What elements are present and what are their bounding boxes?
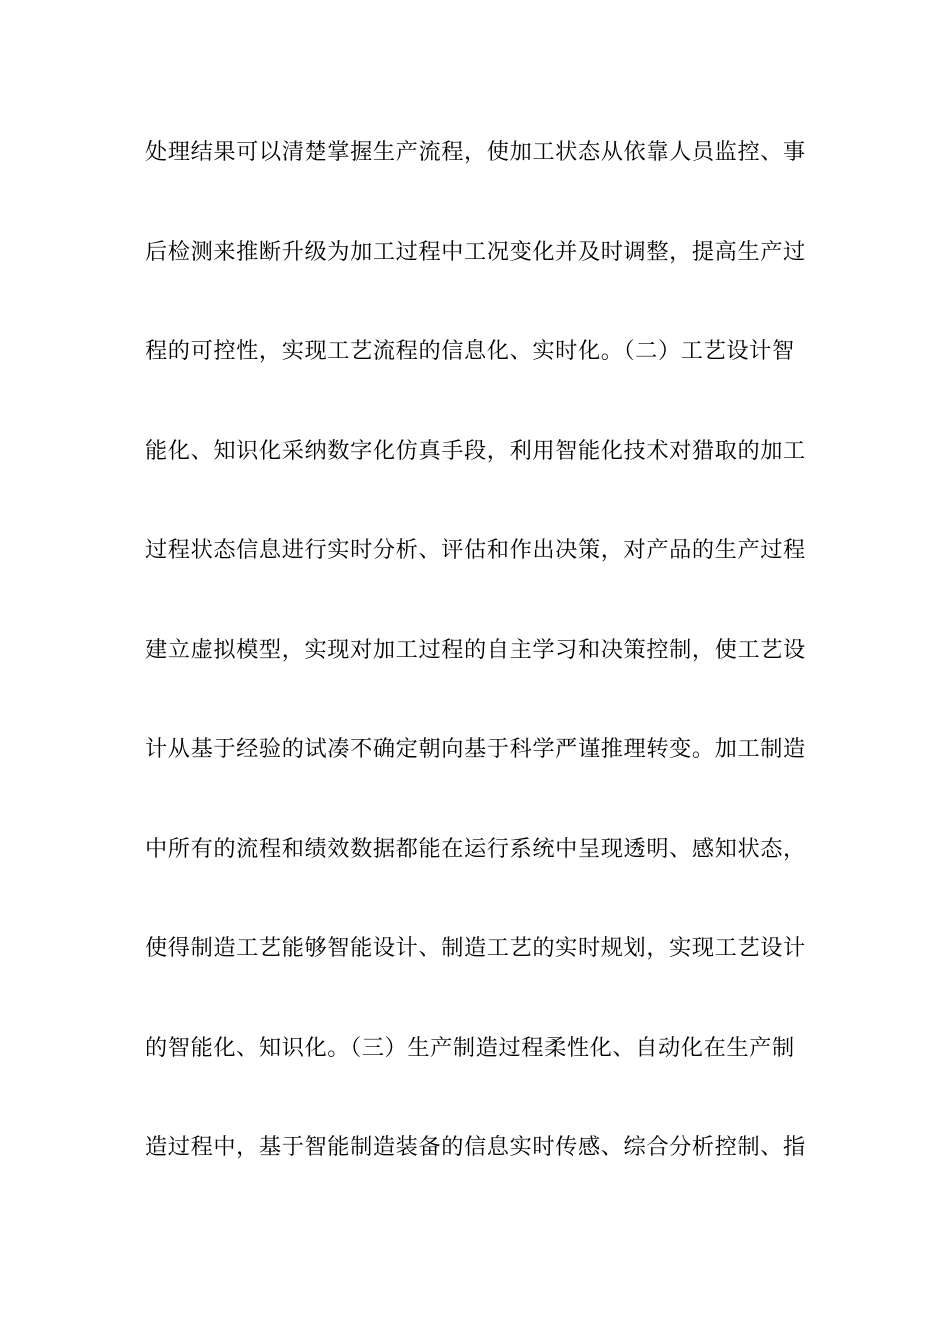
- text-line: 的智能化、知识化。（三）生产制造过程柔性化、自动化在生产制: [145, 1034, 795, 1061]
- text-line: 处理结果可以清楚掌握生产流程，使加工状态从依靠人员监控、事: [145, 139, 806, 165]
- text-line: 程的可控性，实现工艺流程的信息化、实时化。（二）工艺设计智: [145, 338, 795, 364]
- text-line: 能化、知识化采纳数字化仿真手段，利用智能化技术对猎取的加工: [145, 437, 806, 464]
- body-text: [145, 132, 815, 1227]
- text-line: 使得制造工艺能够智能设计、制造工艺的实时规划，实现工艺设计: [145, 935, 806, 961]
- text-line: 建立虚拟模型，实现对加工过程的自主学习和决策控制，使工艺设: [145, 636, 806, 663]
- text-line: 过程状态信息进行实时分析、评估和作出决策，对产品的生产过程: [145, 537, 806, 563]
- text-line: 中所有的流程和绩效数据都能在运行系统中呈现透明、感知状态，: [145, 835, 806, 862]
- text-line: 后检测来推断升级为加工过程中工况变化并及时调整，提高生产过: [145, 238, 806, 265]
- text-line: 计从基于经验的试凑不确定朝向基于科学严谨推理转变。加工制造: [145, 736, 806, 762]
- text-line: 造过程中，基于智能制造装备的信息实时传感、综合分析控制、指: [145, 1134, 806, 1160]
